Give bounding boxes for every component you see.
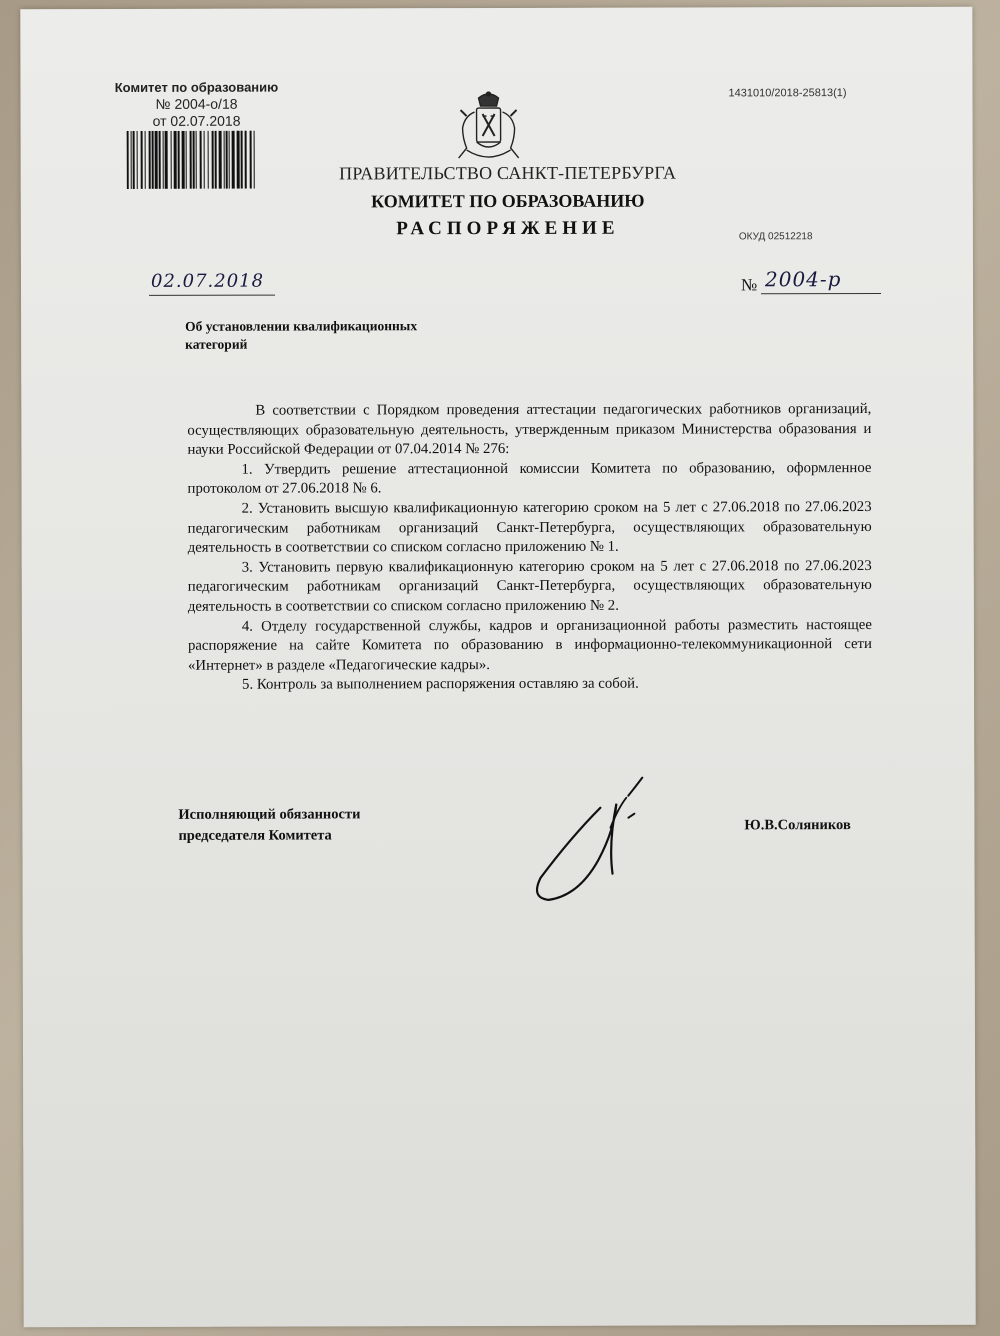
document-number: 2004-р xyxy=(764,267,842,292)
document-type: РАСПОРЯЖЕНИЕ xyxy=(396,217,620,240)
stamp-date: от 02.07.2018 xyxy=(152,112,241,129)
government-name: ПРАВИТЕЛЬСТВО САНКТ-ПЕТЕРБУРГА xyxy=(339,162,677,184)
subject-line: Об установлении квалификационных xyxy=(185,318,418,334)
body-item: 4. Отделу государственной службы, кадров и организационной работы разместить настоящее распоряжение на сайте Комитета по образованию в информационно-телекоммуникационной сети «Интернет» в разделе «Педагогические кадры». xyxy=(187,616,872,674)
signatory-title-line: Исполняющий обязанности xyxy=(178,806,361,823)
stamp-org: Комитет по образованию xyxy=(114,79,279,96)
handwritten-signature xyxy=(510,767,690,907)
signatory-name: Ю.В.Соляников xyxy=(744,817,851,834)
body-item: 2. Установить высшую квалификационную категорию сроком на 5 лет с 27.06.2018 по 27.06.2023 педагогическим работникам организаций Санкт-Петербурга, осуществляющих образовательную деятельность в соответствии со списком согласно приложению № 1. xyxy=(187,498,872,556)
body-item: 3. Установить первую квалификационную категорию сроком на 5 лет с 27.06.2018 по 27.06.2023 педагогическим работникам организаций Санкт-Петербурга, осуществляющих образовательную деятельность в соответствии со списком согласно приложению № 2. xyxy=(187,557,872,615)
document-body xyxy=(187,400,872,696)
subject-line: категорий xyxy=(185,336,248,352)
body-item: 1. Утвердить решение аттестационной комиссии Комитета по образованию, оформленное протоколом от 27.06.2018 № 6. xyxy=(187,459,872,498)
body-intro: В соответствии с Порядком проведения аттестации педагогических работников организаций, осуществляющих образовательную деятельность, утвержденным приказом Министерства образования и науки Российской Федерации от 07.04.2014 № 276: xyxy=(187,401,872,458)
okud-code: ОКУД 02512218 xyxy=(738,231,813,243)
stamp-number: № 2004-о/18 xyxy=(155,95,238,112)
registration-stamp xyxy=(96,79,296,131)
document-sheet xyxy=(20,7,975,1327)
committee-name: КОМИТЕТ ПО ОБРАЗОВАНИЮ xyxy=(371,190,645,212)
signatory-title-line: председателя Комитета xyxy=(178,827,332,844)
coat-of-arms-emblem xyxy=(452,90,524,168)
number-label: № xyxy=(740,275,758,295)
document-date: 02.07.2018 xyxy=(150,270,265,292)
document-subject xyxy=(185,317,485,354)
signatory-title xyxy=(178,804,360,846)
registration-number: 1431010/2018-25813(1) xyxy=(728,87,847,100)
body-item: 5. Контроль за выполнением распоряжения оставляю за собой. xyxy=(242,675,639,693)
